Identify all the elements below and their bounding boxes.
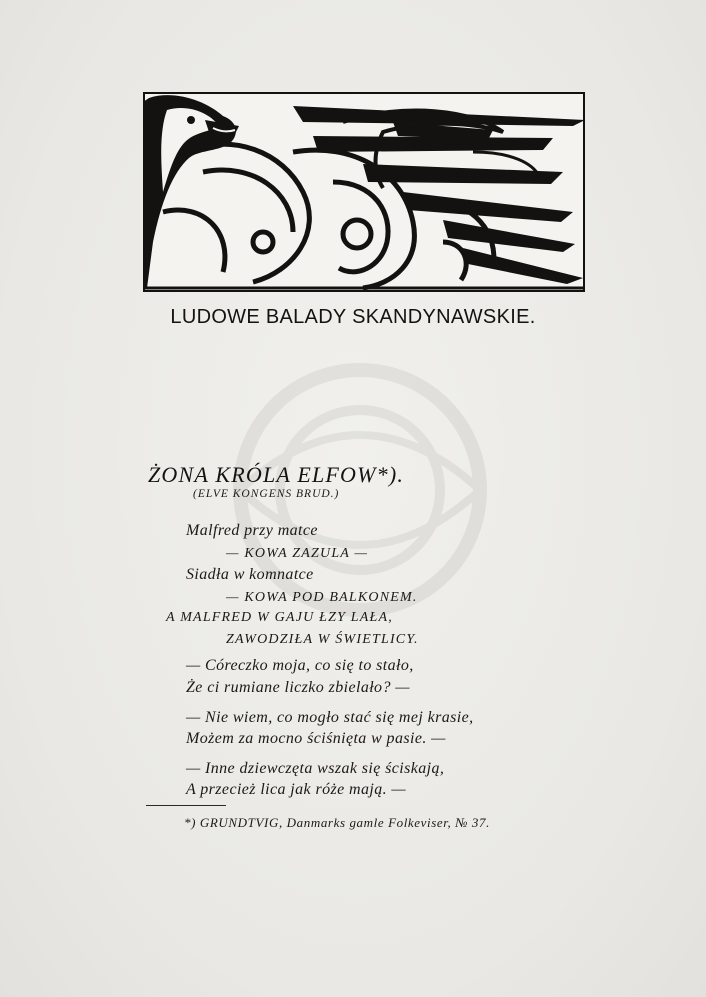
footnote: *) GRUNDTVIG, Danmarks gamle Folkeviser, № 37.	[184, 815, 490, 830]
verse-line: Że ci rumiane liczko zbielało? —	[186, 679, 410, 696]
verse-line: Siadła w komnatce	[186, 566, 314, 583]
refrain-line: — KOWA ZAZULA —	[226, 546, 369, 561]
ballad-title: ŻONA KRÓLA ELFOW*).	[148, 462, 405, 487]
eagle-vignette-illustration	[143, 92, 585, 292]
verse-line: A przecież lica jak róże mają. —	[186, 781, 407, 798]
book-section-title: LUDOWE BALADY SKANDYNAWSKIE.	[170, 306, 536, 328]
verse-line: — Inne dziewczęta wszak się ściskają,	[186, 760, 445, 777]
refrain-line: ZAWODZIŁA W ŚWIETLICY.	[226, 632, 419, 647]
footnote-divider	[146, 805, 226, 806]
verse-line: — Córeczko moja, co się to stało,	[186, 657, 414, 674]
verse-line: Możem za mocno ściśnięta w pasie. —	[186, 730, 446, 747]
refrain-line: — KOWA POD BALKONEM.	[226, 590, 418, 605]
ballad-original-title: (ELVE KONGENS BRUD.)	[193, 488, 340, 500]
refrain-line: A MALFRED W GAJU ŁZY LAŁA,	[166, 610, 393, 625]
verse-line: — Nie wiem, co mogło stać się mej krasie,	[186, 709, 474, 726]
verse-line: Malfred przy matce	[186, 522, 318, 539]
